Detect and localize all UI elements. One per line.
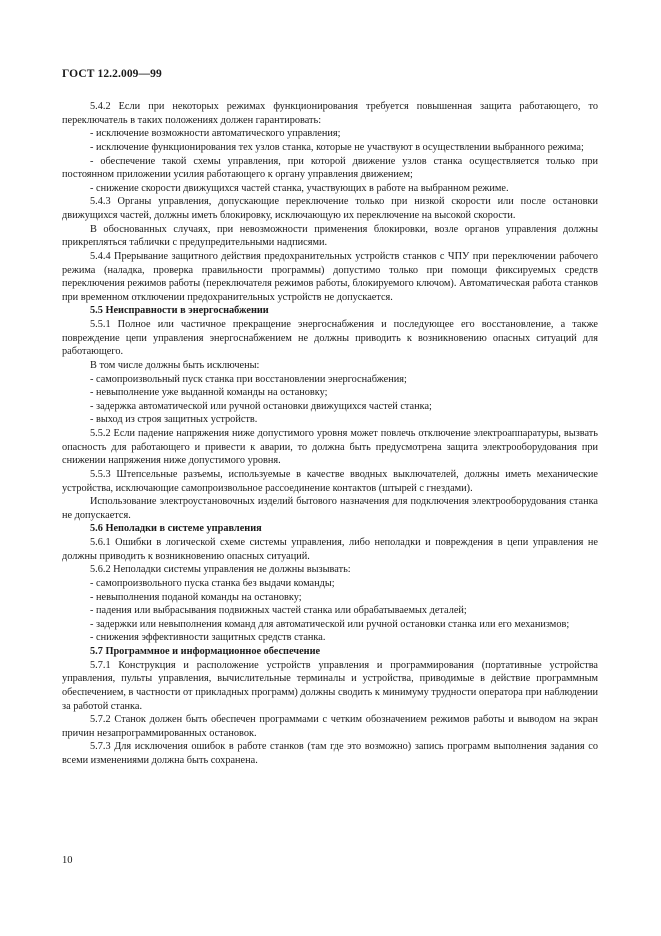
paragraph: 5.5.2 Если падение напряжения ниже допустимого уровня может повлечь отключение электроаппаратуры, вызвать опасность для работающего и привести к аварии, то должна быть предусмотрена защита электрооборудования при снижении напряжения ниже допустимого уровня. (62, 428, 598, 467)
list-item: - исключение возможности автоматического управления; (90, 128, 341, 140)
section-heading: 5.5 Неисправности в энергоснабжении (90, 305, 269, 317)
list-item: - самопроизвольный пуск станка при восстановлении энергоснабжения; (90, 373, 407, 385)
list-item: - задержки или невыполнения команд для автоматической или ручной остановки станка или его механизмов; (90, 618, 570, 630)
paragraph: Использование электроустановочных изделий бытового назначения для подключения электрооборудования станка не допускается. (62, 496, 598, 521)
paragraph: В том числе должны быть исключены: (90, 359, 260, 371)
list-item: - исключение функционирования тех узлов станка, которые не участвуют в осуществлении выбранного режима; (90, 141, 584, 153)
list-item: - выход из строя защитных устройств. (90, 414, 258, 426)
list-item: - самопроизвольного пуска станка без выдачи команды; (90, 577, 335, 589)
paragraph: 5.5.3 Штепсельные разъемы, используемые в качестве вводных выключателей, должны иметь механические устройства, исключающие самопроизвольное рассоединение контактов (штырей с гнездами). (62, 468, 598, 494)
list-item: - снижение скорости движущихся частей станка, участвующих в работе на выбранном режиме. (90, 182, 509, 194)
paragraph: 5.6.1 Ошибки в логической схеме системы управления, либо неполадки и повреждения в цепи управления не должны приводить к возникновению опасных ситуаций. (62, 537, 598, 562)
list-item: - невыполнения поданой команды на остановку; (90, 591, 302, 603)
paragraph: 5.4.2 Если при некоторых режимах функционирования требуется повышенная защита работающего, то переключатель в таких положениях должен гарантировать: (62, 101, 598, 126)
section-heading: 5.6 Неполадки в системе управления (90, 523, 262, 535)
paragraph: 5.4.4 Прерывание защитного действия предохранительных устройств станков с ЧПУ при переключении рабочего режима (наладка, проверка правильности программы) допустимо только при помощи фиксируемых средств переключения режимов работы (переключателя режимов работы, блокируемого ключом). Автоматическая работа станков при временном отключении предохранительных устройств не допускается. (62, 250, 598, 303)
list-item: - снижения эффективности защитных средств станка. (90, 632, 326, 644)
paragraph: 5.7.2 Станок должен быть обеспечен программами с четким обозначением режимов работы и выводом на экран причин незапрограммированных остановок. (62, 714, 598, 739)
list-item: - падения или выбрасывания подвижных частей станка или обрабатываемых деталей; (90, 605, 467, 617)
document-body (62, 100, 598, 768)
paragraph: 5.5.1 Полное или частичное прекращение энергоснабжения и последующее его восстановление, а также повреждение цепи управления энергоснабжением не должны приводить к возникновению опасных ситуаций для работающего. (62, 319, 598, 358)
paragraph: 5.6.2 Неполадки системы управления не должны вызывать: (90, 564, 351, 576)
paragraph: 5.7.3 Для исключения ошибок в работе станков (там где это возможно) запись программ выполнения задания со всеми изменениями должна быть сохранена. (62, 741, 598, 766)
paragraph: В обоснованных случаях, при невозможности применения блокировки, возле органов управления должны прикрепляться таблички с предупредительными надписями. (62, 223, 598, 249)
section-heading: 5.7 Программное и информационное обеспечение (90, 646, 321, 657)
document-header: ГОСТ 12.2.009—99 (62, 68, 162, 80)
list-item: - задержка автоматической или ручной остановки движущихся частей станка; (90, 400, 432, 412)
page-number: 10 (62, 855, 73, 866)
list-item: - обеспечение такой схемы управления, при которой движение узлов станка осуществляется только при постоянном приложении усилия работающего к органу управления движением; (62, 155, 598, 181)
paragraph: 5.4.3 Органы управления, допускающие переключение только при низкой скорости или после остановки движущихся частей, должны иметь блокировку, исключающую их переключение на высокой скорости. (62, 196, 598, 221)
list-item: - невыполнение уже выданной команды на остановку; (90, 387, 328, 399)
paragraph: 5.7.1 Конструкция и расположение устройств управления и программирования (портативные устройства управления, пульты управления, вычислительные терминалы и устройства, приводимые в действие программным обеспечением, в частности от прикладных программ) должны сводить к минимуму трудности оператора при наблюдении за работой станка. (62, 659, 598, 712)
